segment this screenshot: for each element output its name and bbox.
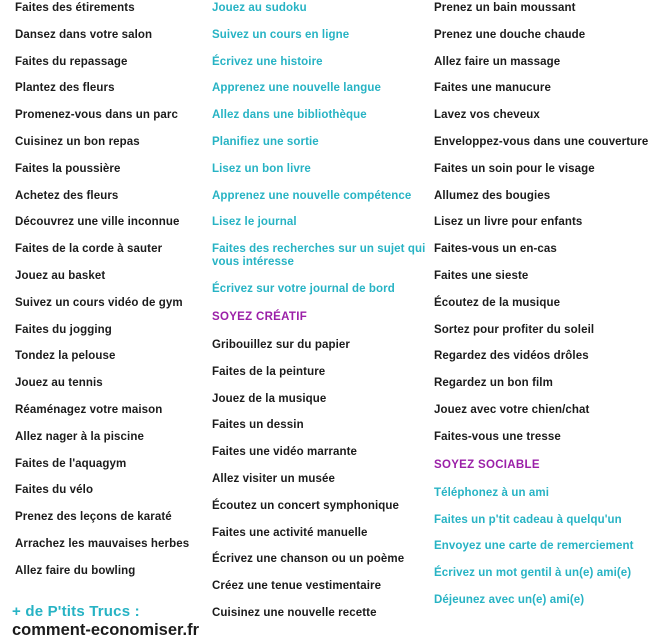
list-item: Faites du repassage (15, 55, 128, 68)
list-item: Jouez au tennis (15, 377, 103, 390)
section-heading-soyez-sociable: SOYEZ SOCIABLE (434, 458, 540, 471)
list-item: Faites des recherches sur un sujet qui vous intéresse (212, 243, 426, 269)
list-item: Faites un dessin (212, 419, 304, 432)
list-item: Écrivez sur votre journal de bord (212, 282, 395, 295)
list-item: Faites une sieste (434, 269, 529, 282)
list-item: Gribouillez sur du papier (212, 338, 350, 351)
list-item: Dansez dans votre salon (15, 28, 153, 41)
list-item: Faites-vous un en-cas (434, 243, 557, 256)
list-item: Écrivez une chanson ou un poème (212, 553, 405, 566)
list-item: Lisez le journal (212, 216, 297, 229)
list-item: Planifiez une sortie (212, 135, 319, 148)
column-learning-and-creative (212, 2, 434, 634)
list-item: Enveloppez-vous dans une couverture (434, 135, 649, 148)
list-item: Envoyez une carte de remerciement (434, 540, 634, 553)
list-item: Allez faire du bowling (15, 564, 136, 577)
list-item: Prenez un bain moussant (434, 2, 576, 14)
list-item: Achetez des fleurs (15, 189, 119, 202)
list-item: Allez faire un massage (434, 55, 561, 68)
footer-tagline: + de P'tits Trucs : (12, 603, 140, 620)
list-item: Regardez un bon film (434, 377, 553, 390)
list-item: Découvrez une ville inconnue (15, 216, 180, 229)
list-item: Faites un soin pour le visage (434, 162, 595, 175)
list-item: Regardez des vidéos drôles (434, 350, 589, 363)
list-item: Téléphonez à un ami (434, 486, 550, 499)
list-item: Prenez des leçons de karaté (15, 511, 172, 524)
list-item: Cuisinez une nouvelle recette (212, 606, 377, 619)
list-item: Arrachez les mauvaises herbes (15, 537, 190, 550)
list-item: Lavez vos cheveux (434, 109, 540, 122)
list-item: Jouez au sudoku (212, 2, 307, 14)
list-item: Faites du vélo (15, 484, 94, 497)
list-item: Apprenez une nouvelle langue (212, 82, 381, 95)
column-relax-and-social (434, 2, 655, 621)
list-item: Faites la poussière (15, 162, 121, 175)
list-item: Plantez des fleurs (15, 82, 115, 95)
list-item: Jouez avec votre chien/chat (434, 403, 590, 416)
list-item: Jouez de la musique (212, 392, 327, 405)
list-item: Créez une tenue vestimentaire (212, 580, 382, 593)
list-item: Faites une manucure (434, 82, 551, 95)
list-item: Faites des étirements (15, 2, 135, 14)
list-item: Allumez des bougies (434, 189, 551, 202)
list-item: Faites de la corde à sauter (15, 243, 163, 256)
list-item: Écrivez une histoire (212, 55, 323, 68)
list-item: Allez visiter un musée (212, 472, 335, 485)
list-item: Faites de la peinture (212, 365, 326, 378)
list-item: Faites une activité manuelle (212, 526, 368, 539)
footer-branding (0, 603, 260, 640)
list-item: Jouez au basket (15, 269, 106, 282)
list-item: Écoutez de la musique (434, 296, 561, 309)
list-item: Écoutez un concert symphonique (212, 499, 400, 512)
list-item: Suivez un cours vidéo de gym (15, 296, 183, 309)
footer-site-name: comment-economiser.fr (12, 621, 200, 639)
list-item: Tondez la pelouse (15, 350, 116, 363)
list-item: Faites une vidéo marrante (212, 446, 358, 459)
list-item: Promenez-vous dans un parc (15, 109, 178, 122)
list-item: Déjeunez avec un(e) ami(e) (434, 593, 585, 606)
column-physical-activities (0, 2, 212, 592)
list-item: Lisez un livre pour enfants (434, 216, 583, 229)
list-item: Sortez pour profiter du soleil (434, 323, 595, 336)
list-item: Faites de l'aquagym (15, 457, 127, 470)
list-item: Faites du jogging (15, 323, 112, 336)
list-item: Lisez un bon livre (212, 162, 311, 175)
list-item: Faites un p'tit cadeau à quelqu'un (434, 513, 622, 526)
section-heading-soyez-creatif: SOYEZ CRÉATIF (212, 310, 308, 323)
list-item: Allez nager à la piscine (15, 430, 144, 443)
list-item: Écrivez un mot gentil à un(e) ami(e) (434, 567, 632, 580)
list-item: Apprenez une nouvelle compétence (212, 189, 412, 202)
list-item: Faites-vous une tresse (434, 430, 561, 443)
list-item: Suivez un cours en ligne (212, 28, 350, 41)
list-item: Allez dans une bibliothèque (212, 109, 367, 122)
list-item: Cuisinez un bon repas (15, 135, 140, 148)
list-item: Réaménagez votre maison (15, 403, 163, 416)
list-item: Prenez une douche chaude (434, 28, 586, 41)
